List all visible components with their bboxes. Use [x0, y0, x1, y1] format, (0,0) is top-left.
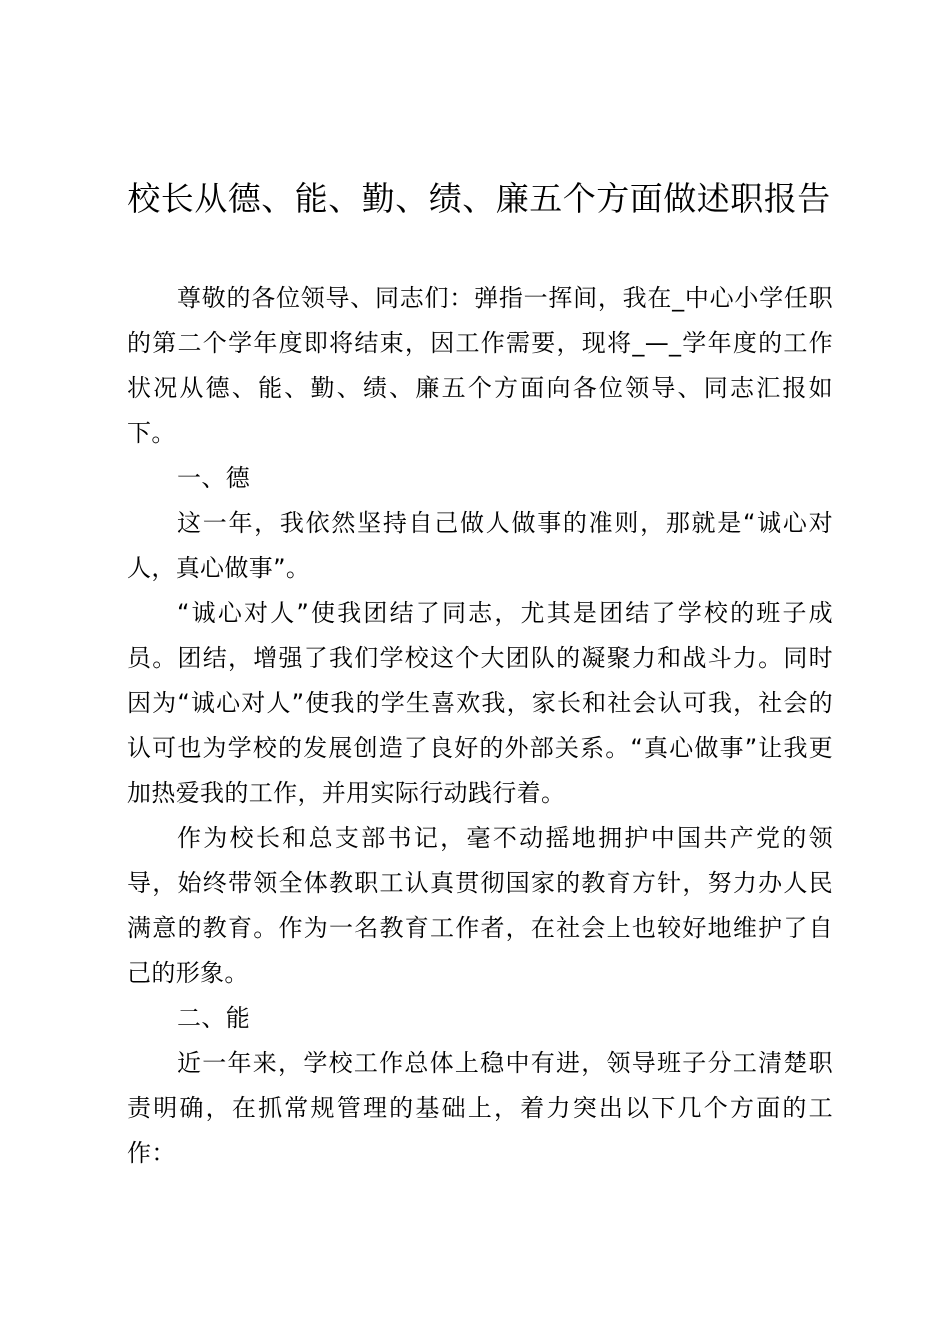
section-heading-neng: 二、能 — [177, 1004, 251, 1032]
paragraph-work-overview: 近一年来，学校工作总体上稳中有进，领导班子分工清楚职责明确，在抓常规管理的基础上，着力突出以下几个方面的工作： — [127, 1049, 833, 1167]
paragraph-principle: 这一年，我依然坚持自己做人做事的准则，那就是“诚心对人，真心做事”。 — [127, 509, 833, 582]
document-title: 校长从德、能、勤、绩、廉五个方面做述职报告 — [127, 179, 831, 218]
paragraph-sincerity: “诚心对人”使我团结了同志，尤其是团结了学校的班子成员。团结，增强了我们学校这个大团队的凝聚力和战斗力。同时因为“诚心对人”使我的学生喜欢我，家长和社会认可我，社会的认可也为学校的发展创造了良好的外部关系。“真心做事”让我更加热爱我的工作，并用实际行动践行着。 — [127, 599, 833, 807]
section-heading-de: 一、德 — [177, 464, 251, 492]
document-body — [127, 276, 833, 1176]
paragraph-leadership: 作为校长和总支部书记，毫不动摇地拥护中国共产党的领导，始终带领全体教职工认真贯彻国家的教育方针，努力办人民满意的教育。作为一名教育工作者，在社会上也较好地维护了自己的形象。 — [127, 824, 833, 987]
paragraph-greeting: 尊敬的各位领导、同志们：弹指一挥间，我在_中心小学任职的第二个学年度即将结束，因工作需要，现将_—_学年度的工作状况从德、能、勤、绩、廉五个方面向各位领导、同志汇报如下。 — [127, 284, 833, 447]
